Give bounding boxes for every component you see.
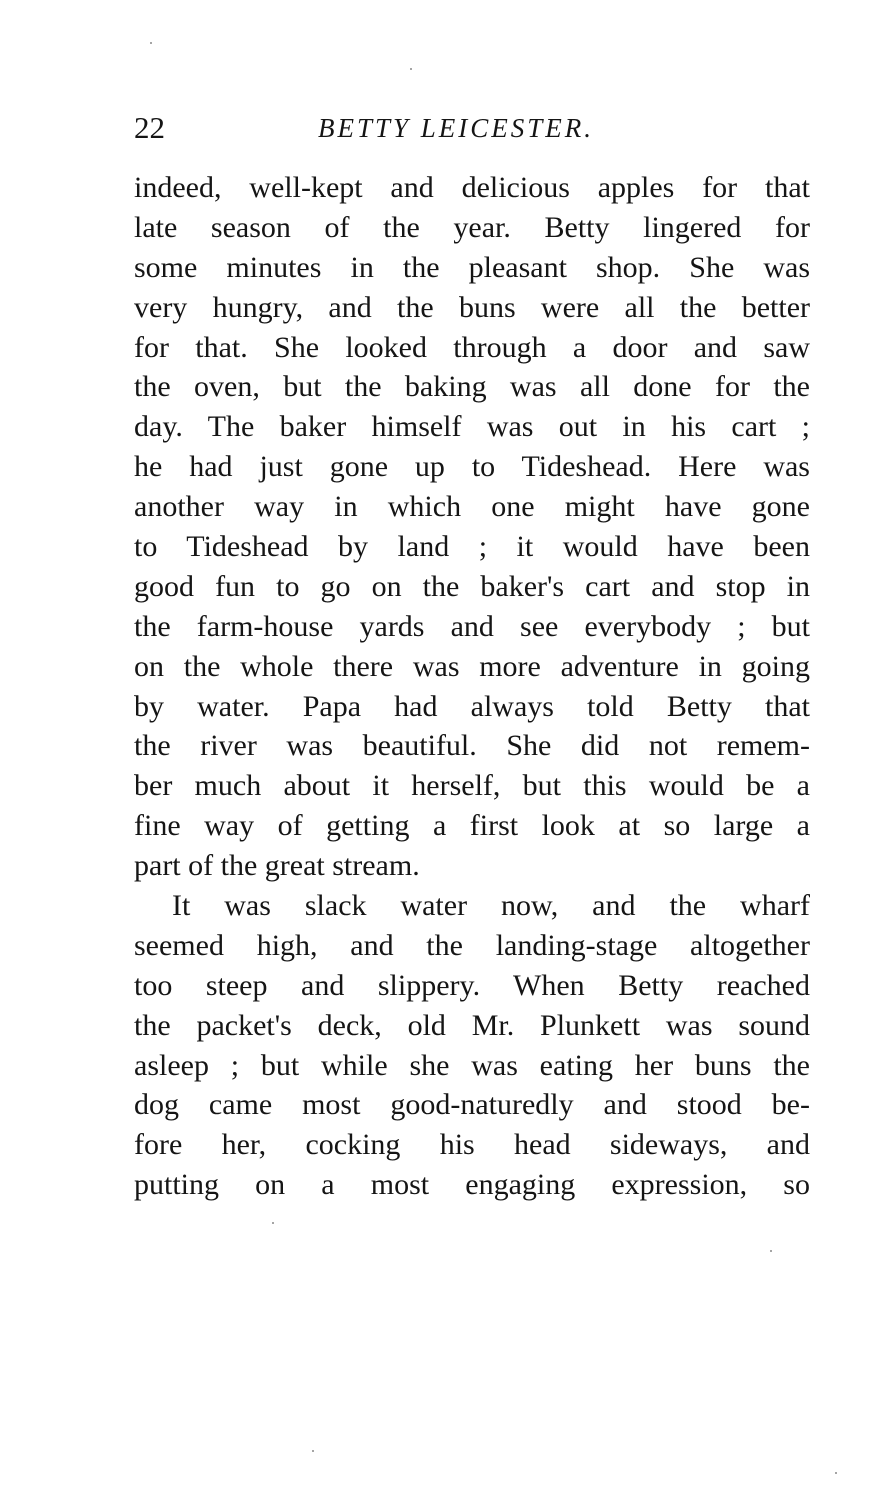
text-line: fine way of getting a first look at so large a	[134, 809, 810, 843]
text-line: It was slack water now, and the wharf	[172, 889, 810, 923]
text-line: too steep and slippery. When Betty reached	[134, 968, 810, 1002]
text-line: fore her, cocking his head sideways, and	[134, 1128, 810, 1162]
running-title: BETTY LEICESTER.	[318, 113, 595, 143]
page-number: 22	[134, 110, 165, 145]
text-line: by water. Papa had always told Betty that	[134, 689, 810, 723]
text-line: dog came most good-naturedly and stood be-	[134, 1088, 810, 1122]
text-line: to Tideshead by land ; it would have been	[134, 530, 810, 564]
text-line: another way in which one might have gone	[134, 490, 810, 524]
text-line: for that. She looked through a door and saw	[134, 330, 810, 364]
body-text	[134, 168, 810, 1205]
scan-speck	[770, 1250, 772, 1252]
text-line: seemed high, and the landing-stage altogether	[134, 928, 810, 962]
text-line: the farm-house yards and see everybody ; but	[134, 609, 810, 643]
text-line: on the whole there was more adventure in going	[134, 649, 810, 683]
scan-speck	[835, 1472, 837, 1474]
page-header	[134, 108, 810, 148]
text-line: late season of the year. Betty lingered for	[134, 210, 810, 244]
scan-speck	[410, 68, 412, 70]
text-line: good fun to go on the baker's cart and stop in	[134, 569, 810, 603]
scan-speck	[150, 42, 152, 44]
text-line: putting on a most engaging expression, so	[134, 1168, 810, 1202]
text-line: part of the great stream.	[134, 849, 420, 883]
text-line: the oven, but the baking was all done for the	[134, 370, 810, 404]
text-line: asleep ; but while she was eating her buns the	[134, 1048, 810, 1082]
text-line: some minutes in the pleasant shop. She was	[134, 250, 810, 284]
text-line: ber much about it herself, but this would be a	[134, 769, 810, 803]
text-line: indeed, well-kept and delicious apples for that	[134, 171, 810, 204]
text-line: day. The baker himself was out in his cart ;	[134, 410, 810, 444]
scan-speck	[312, 1450, 314, 1452]
text-line: the packet's deck, old Mr. Plunkett was sound	[134, 1008, 810, 1042]
text-line: very hungry, and the buns were all the better	[134, 290, 810, 324]
scan-speck	[272, 1222, 274, 1224]
text-line: the river was beautiful. She did not remem-	[134, 729, 810, 763]
text-line: he had just gone up to Tideshead. Here was	[134, 450, 810, 484]
